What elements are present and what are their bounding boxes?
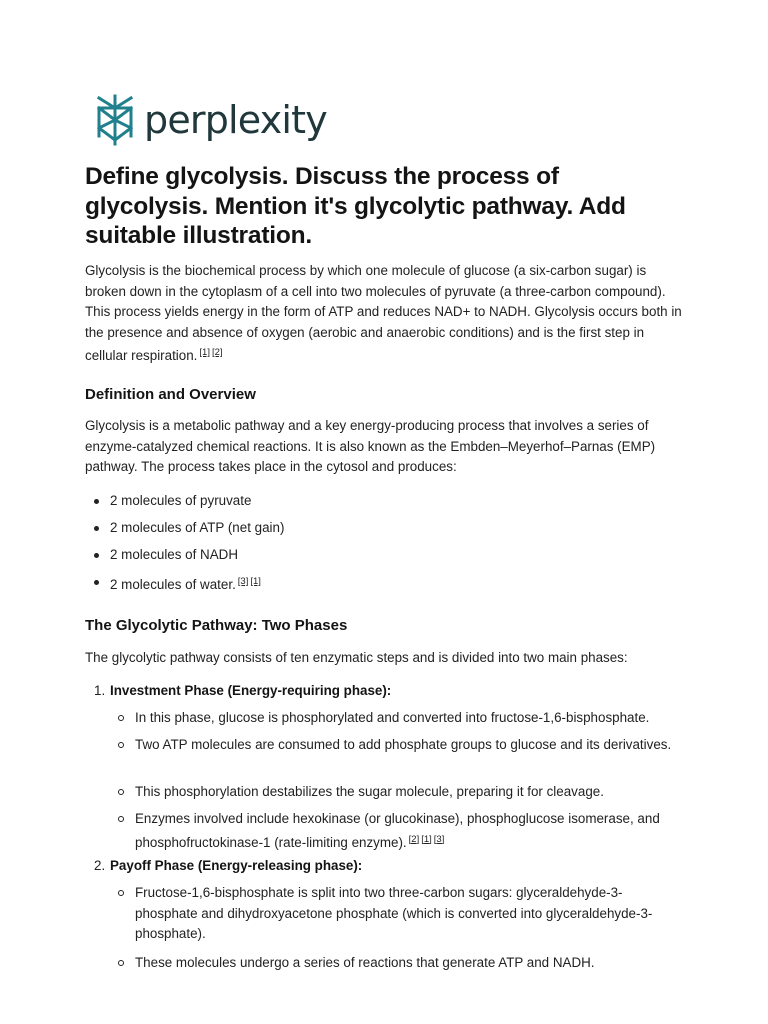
list-item — [110, 572, 670, 596]
section-heading-definition: Definition and Overview — [85, 386, 256, 403]
logo-wordmark: perplexity — [144, 98, 327, 142]
citation-link[interactable]: [3] — [237, 576, 249, 587]
list-number: 2. — [94, 858, 106, 873]
sub-list-item: In this phase, glucose is phosphorylated and converted into fructose-1,6-bisphosphate. — [135, 708, 680, 729]
sub-list-item-text: Enzymes involved include hexokinase (or glucokinase), phosphoglucose isomerase, and phosphofructokinase-1 (rate-limiting enzyme). — [135, 811, 660, 850]
list-item: 2 molecules of pyruvate — [110, 491, 670, 512]
citation-link[interactable]: [2] — [408, 833, 420, 845]
pathway-paragraph: The glycolytic pathway consists of ten enzymatic steps and is divided into two main phases: — [85, 650, 628, 665]
intro-paragraph — [85, 261, 685, 367]
list-item: 2 molecules of ATP (net gain) — [110, 518, 670, 539]
sub-list-item: Fructose-1,6-bisphosphate is split into two three-carbon sugars: glyceraldehyde-3-phosphate and dihydroxyacetone phosphate (which is converted into glyceraldehyde-3-phosphate). — [135, 883, 680, 945]
phase-title: Investment Phase (Energy-requiring phase): — [110, 683, 392, 698]
perplexity-logo[interactable] — [94, 94, 327, 146]
definition-paragraph: Glycolysis is a metabolic pathway and a key energy-producing process that involves a series of enzyme-catalyzed chemical reactions. It is also known as the Embden–Meyerhof–Parnas (EMP) pathway. The process takes place in the cytosol and produces: — [85, 418, 656, 474]
sub-list-item — [135, 809, 680, 853]
citation-link[interactable]: [2] — [211, 347, 223, 358]
citation-link[interactable]: [3] — [433, 833, 445, 845]
citation-link[interactable]: [1] — [250, 576, 261, 587]
phase-title: Payoff Phase (Energy-releasing phase): — [110, 858, 363, 873]
sub-list-item: Two ATP molecules are consumed to add phosphate groups to glucose and its derivatives. — [135, 735, 680, 756]
list-number: 1. — [94, 683, 106, 698]
list-item-text: 2 molecules of water. — [110, 577, 236, 592]
intro-text: Glycolysis is the biochemical process by which one molecule of glucose (a six-carbon sugar) is broken down in the cytoplasm of a cell into two molecules of pyruvate (a three-carbon compound). This process yields energy in the form of ATP and reduces NAD+ to NADH. Glycolysis occurs both in the presence and absence of oxygen (aerobic and anaerobic conditions) and is the first step in cellular respiration. — [85, 263, 682, 363]
sub-list-item: These molecules undergo a series of reactions that generate ATP and NADH. — [135, 953, 680, 974]
sub-list-item: This phosphorylation destabilizes the sugar molecule, preparing it for cleavage. — [135, 782, 680, 803]
section-heading-pathway: The Glycolytic Pathway: Two Phases — [85, 617, 348, 634]
page-title: Define glycolysis. Discuss the process of glycolysis. Mention it's glycolytic pathway. Add suitable illustration. — [85, 163, 626, 249]
perplexity-mark-icon — [94, 94, 136, 146]
citation-link[interactable]: [1] — [421, 833, 432, 845]
citation-link[interactable]: [1] — [199, 347, 210, 358]
list-item: 2 molecules of NADH — [110, 545, 670, 566]
